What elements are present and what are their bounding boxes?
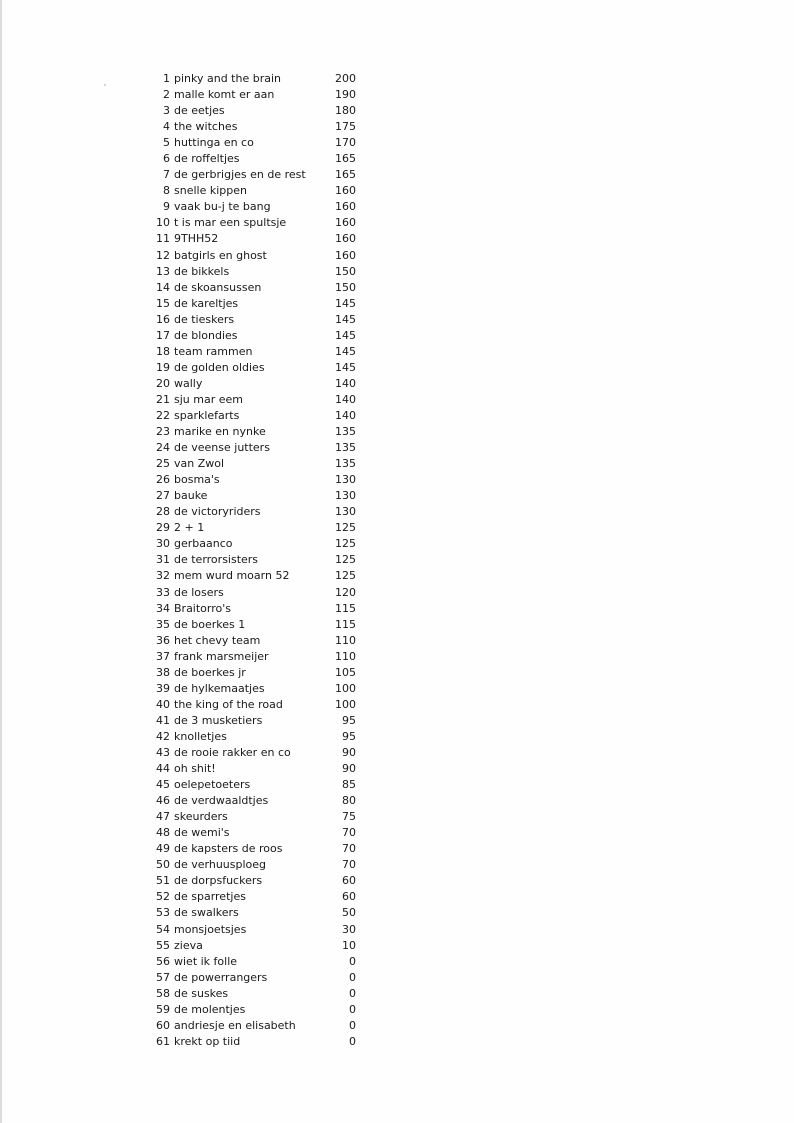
ranking-row xyxy=(150,520,370,536)
team-name: sju mar eem xyxy=(174,392,243,406)
team-score: 145 xyxy=(335,312,356,326)
rank-number: 22 xyxy=(156,409,170,422)
ranking-row xyxy=(150,585,370,601)
team-name: de bikkels xyxy=(174,264,230,278)
team-score: 145 xyxy=(335,344,356,358)
ranking-row xyxy=(150,681,370,697)
ranking-row xyxy=(150,1034,370,1050)
team-name: wally xyxy=(174,376,203,390)
rank-number: 47 xyxy=(156,810,170,824)
team-name: frank marsmeijer xyxy=(174,649,269,663)
team-score: 135 xyxy=(335,441,356,455)
team-score: 0 xyxy=(349,954,356,968)
ranking-row xyxy=(150,761,370,777)
team-score: 130 xyxy=(335,473,356,487)
rank-number: 55 xyxy=(156,938,170,952)
rank-number: 32 xyxy=(156,569,170,583)
team-score: 90 xyxy=(342,745,356,759)
team-score: 160 xyxy=(335,248,356,262)
ranking-row xyxy=(150,970,370,986)
team-score: 105 xyxy=(335,665,356,679)
rank-number: 45 xyxy=(156,778,170,792)
ranking-row xyxy=(150,617,370,633)
team-name: zieva xyxy=(174,938,203,952)
team-score: 125 xyxy=(335,569,356,583)
team-score: 0 xyxy=(349,1034,356,1048)
team-name: de verdwaaldtjes xyxy=(174,794,269,808)
ranking-row xyxy=(150,729,370,745)
team-score: 80 xyxy=(342,794,356,808)
team-name: wiet ik folle xyxy=(174,954,238,968)
rank-number: 38 xyxy=(156,665,170,679)
ranking-row xyxy=(150,248,370,264)
rank-number: 46 xyxy=(156,794,170,808)
team-name: pinky and the brain xyxy=(174,72,282,86)
team-name: monsjoetsjes xyxy=(174,922,247,936)
team-score: 115 xyxy=(335,601,356,615)
rank-number: 10 xyxy=(156,216,170,230)
team-name: de blondies xyxy=(174,328,238,342)
team-score: 75 xyxy=(342,810,356,824)
ranking-row xyxy=(150,841,370,857)
ranking-row xyxy=(150,264,370,280)
rank-number: 11 xyxy=(156,232,170,246)
ranking-row xyxy=(150,1018,370,1034)
rank-number: 42 xyxy=(156,729,170,743)
team-score: 160 xyxy=(335,216,356,230)
team-name: 9THH52 xyxy=(174,232,219,246)
rank-number: 13 xyxy=(156,264,170,278)
team-name: bosma's xyxy=(174,473,220,487)
team-name: sparklefarts xyxy=(174,409,240,422)
ranking-row xyxy=(150,71,370,87)
ranking-row xyxy=(150,392,370,408)
team-name: de tieskers xyxy=(174,312,235,326)
ranking-row xyxy=(150,167,370,183)
ranking-row xyxy=(150,296,370,312)
team-name: batgirls en ghost xyxy=(174,248,267,262)
team-name: de swalkers xyxy=(174,906,239,920)
team-score: 85 xyxy=(342,778,356,792)
team-name: de wemi's xyxy=(174,826,230,840)
rank-number: 7 xyxy=(163,168,170,182)
rank-number: 58 xyxy=(156,986,170,1000)
team-score: 50 xyxy=(342,906,356,920)
ranking-row xyxy=(150,857,370,873)
team-score: 130 xyxy=(335,505,356,519)
team-name: de veense jutters xyxy=(174,441,270,455)
team-score: 160 xyxy=(335,200,356,214)
team-name: 2 + 1 xyxy=(174,521,205,535)
team-score: 95 xyxy=(342,729,356,743)
ranking-row xyxy=(150,986,370,1002)
team-name: de kapsters de roos xyxy=(174,842,283,856)
ranking-row xyxy=(150,199,370,215)
team-score: 135 xyxy=(335,425,356,439)
rank-number: 19 xyxy=(156,360,170,374)
team-score: 160 xyxy=(335,232,356,246)
ranking-row xyxy=(150,665,370,681)
rank-number: 37 xyxy=(156,649,170,663)
team-name: de verhuusploeg xyxy=(174,858,267,872)
rank-number: 26 xyxy=(156,473,170,487)
rank-number: 6 xyxy=(163,152,170,166)
team-score: 175 xyxy=(335,120,356,134)
scan-speck xyxy=(104,84,106,86)
team-score: 150 xyxy=(335,264,356,278)
team-name: mem wurd moarn 52 xyxy=(174,569,290,583)
ranking-row xyxy=(150,440,370,456)
ranking-row xyxy=(150,536,370,552)
team-name: de boerkes jr xyxy=(174,665,246,679)
team-name: knolletjes xyxy=(174,729,227,743)
team-score: 110 xyxy=(335,633,356,647)
ranking-row xyxy=(150,649,370,665)
ranking-row xyxy=(150,312,370,328)
ranking-row xyxy=(150,424,370,440)
ranking-list xyxy=(150,71,370,1050)
rank-number: 35 xyxy=(156,617,170,631)
team-score: 30 xyxy=(342,922,356,936)
ranking-row xyxy=(150,568,370,584)
team-score: 140 xyxy=(335,376,356,390)
ranking-row xyxy=(150,921,370,937)
team-name: de roffeltjes xyxy=(174,152,240,166)
team-name: de powerrangers xyxy=(174,970,268,984)
rank-number: 40 xyxy=(156,697,170,711)
team-score: 60 xyxy=(342,890,356,904)
ranking-row xyxy=(150,360,370,376)
rank-number: 18 xyxy=(156,344,170,358)
rank-number: 43 xyxy=(156,745,170,759)
team-name: vaak bu-j te bang xyxy=(174,200,271,214)
ranking-row xyxy=(150,777,370,793)
scan-edge xyxy=(0,0,2,1123)
ranking-row xyxy=(150,954,370,970)
rank-number: 49 xyxy=(156,842,170,856)
ranking-row xyxy=(150,456,370,472)
team-score: 100 xyxy=(335,681,356,695)
rank-number: 44 xyxy=(156,762,170,776)
team-score: 125 xyxy=(335,537,356,551)
ranking-row xyxy=(150,280,370,296)
rank-number: 15 xyxy=(156,296,170,310)
rank-number: 30 xyxy=(156,537,170,551)
team-score: 140 xyxy=(335,392,356,406)
team-name: the king of the road xyxy=(174,697,283,711)
rank-number: 8 xyxy=(163,184,170,198)
team-score: 10 xyxy=(342,938,356,952)
team-score: 140 xyxy=(335,409,356,422)
ranking-row xyxy=(150,215,370,231)
rank-number: 27 xyxy=(156,489,170,503)
team-name: de 3 musketiers xyxy=(174,713,263,727)
team-score: 135 xyxy=(335,457,356,471)
ranking-row xyxy=(150,504,370,520)
team-name: andriesje en elisabeth xyxy=(174,1018,296,1032)
rank-number: 50 xyxy=(156,858,170,872)
rank-number: 9 xyxy=(163,200,170,214)
ranking-row xyxy=(150,472,370,488)
rank-number: 52 xyxy=(156,890,170,904)
ranking-row xyxy=(150,889,370,905)
ranking-row xyxy=(150,745,370,761)
team-name: oelepetoeters xyxy=(174,778,251,792)
rank-number: 48 xyxy=(156,826,170,840)
team-score: 170 xyxy=(335,136,356,150)
ranking-row xyxy=(150,1002,370,1018)
team-score: 125 xyxy=(335,553,356,567)
team-name: de eetjes xyxy=(174,104,225,118)
team-name: skeurders xyxy=(174,810,228,824)
team-name: de hylkemaatjes xyxy=(174,681,265,695)
rank-number: 2 xyxy=(163,88,170,102)
ranking-row xyxy=(150,103,370,119)
team-name: van Zwol xyxy=(174,457,225,471)
team-name: de skoansussen xyxy=(174,280,262,294)
team-score: 60 xyxy=(342,874,356,888)
rank-number: 1 xyxy=(163,72,170,86)
team-name: de losers xyxy=(174,585,224,599)
rank-number: 61 xyxy=(156,1034,170,1048)
team-name: de rooie rakker en co xyxy=(174,745,291,759)
rank-number: 23 xyxy=(156,425,170,439)
ranking-row xyxy=(150,231,370,247)
team-score: 200 xyxy=(335,72,356,86)
ranking-row xyxy=(150,938,370,954)
team-name: de molentjes xyxy=(174,1002,246,1016)
team-score: 130 xyxy=(335,489,356,503)
team-name: the witches xyxy=(174,120,238,134)
team-score: 160 xyxy=(335,184,356,198)
team-name: de sparretjes xyxy=(174,890,246,904)
rank-number: 60 xyxy=(156,1018,170,1032)
ranking-row xyxy=(150,809,370,825)
rank-number: 16 xyxy=(156,312,170,326)
rank-number: 25 xyxy=(156,457,170,471)
team-name: de dorpsfuckers xyxy=(174,874,263,888)
team-name: bauke xyxy=(174,489,208,503)
ranking-row xyxy=(150,601,370,617)
team-score: 115 xyxy=(335,617,356,631)
rank-number: 5 xyxy=(163,136,170,150)
team-score: 120 xyxy=(335,585,356,599)
ranking-row xyxy=(150,905,370,921)
rank-number: 34 xyxy=(156,601,170,615)
team-name: de golden oldies xyxy=(174,360,265,374)
ranking-row xyxy=(150,328,370,344)
rank-number: 28 xyxy=(156,505,170,519)
ranking-row xyxy=(150,873,370,889)
ranking-row xyxy=(150,713,370,729)
team-name: huttinga en co xyxy=(174,136,254,150)
rank-number: 57 xyxy=(156,970,170,984)
ranking-row xyxy=(150,793,370,809)
team-name: de terrorsisters xyxy=(174,553,259,567)
rank-number: 41 xyxy=(156,713,170,727)
ranking-row xyxy=(150,151,370,167)
ranking-row xyxy=(150,344,370,360)
rank-number: 31 xyxy=(156,553,170,567)
team-score: 145 xyxy=(335,328,356,342)
team-score: 100 xyxy=(335,697,356,711)
rank-number: 4 xyxy=(163,120,170,134)
team-score: 70 xyxy=(342,858,356,872)
rank-number: 20 xyxy=(156,376,170,390)
ranking-row xyxy=(150,408,370,424)
team-name: het chevy team xyxy=(174,633,261,647)
team-name: krekt op tiid xyxy=(174,1034,241,1048)
team-score: 145 xyxy=(335,360,356,374)
team-name: de boerkes 1 xyxy=(174,617,246,631)
team-score: 0 xyxy=(349,986,356,1000)
rank-number: 24 xyxy=(156,441,170,455)
rank-number: 12 xyxy=(156,248,170,262)
ranking-row xyxy=(150,488,370,504)
team-score: 95 xyxy=(342,713,356,727)
rank-number: 59 xyxy=(156,1002,170,1016)
ranking-row xyxy=(150,633,370,649)
rank-number: 3 xyxy=(163,104,170,118)
team-score: 180 xyxy=(335,104,356,118)
team-score: 70 xyxy=(342,826,356,840)
team-name: t is mar een spultsje xyxy=(174,216,287,230)
ranking-row xyxy=(150,135,370,151)
team-score: 70 xyxy=(342,842,356,856)
ranking-row xyxy=(150,552,370,568)
rank-number: 51 xyxy=(156,874,170,888)
team-score: 165 xyxy=(335,152,356,166)
rank-number: 36 xyxy=(156,633,170,647)
team-score: 150 xyxy=(335,280,356,294)
team-name: de kareltjes xyxy=(174,296,239,310)
team-score: 165 xyxy=(335,168,356,182)
team-score: 125 xyxy=(335,521,356,535)
team-name: Braitorro's xyxy=(174,601,232,615)
team-score: 0 xyxy=(349,1018,356,1032)
rank-number: 54 xyxy=(156,922,170,936)
team-score: 190 xyxy=(335,88,356,102)
rank-number: 29 xyxy=(156,521,170,535)
team-name: de victoryriders xyxy=(174,505,261,519)
rank-number: 33 xyxy=(156,585,170,599)
ranking-row xyxy=(150,183,370,199)
ranking-row xyxy=(150,825,370,841)
team-score: 0 xyxy=(349,970,356,984)
rank-number: 14 xyxy=(156,280,170,294)
team-score: 0 xyxy=(349,1002,356,1016)
team-name: malle komt er aan xyxy=(174,88,275,102)
team-name: de gerbrigjes en de rest xyxy=(174,168,306,182)
rank-number: 21 xyxy=(156,392,170,406)
team-score: 145 xyxy=(335,296,356,310)
team-name: marike en nynke xyxy=(174,425,266,439)
team-name: gerbaanco xyxy=(174,537,233,551)
team-name: team rammen xyxy=(174,344,253,358)
team-name: oh shit! xyxy=(174,762,216,776)
rank-number: 17 xyxy=(156,328,170,342)
rank-number: 53 xyxy=(156,906,170,920)
ranking-row xyxy=(150,376,370,392)
team-name: de suskes xyxy=(174,986,229,1000)
team-score: 110 xyxy=(335,649,356,663)
ranking-row xyxy=(150,87,370,103)
rank-number: 56 xyxy=(156,954,170,968)
team-name: snelle kippen xyxy=(174,184,247,198)
ranking-row xyxy=(150,119,370,135)
ranking-row xyxy=(150,697,370,713)
team-score: 90 xyxy=(342,762,356,776)
rank-number: 39 xyxy=(156,681,170,695)
